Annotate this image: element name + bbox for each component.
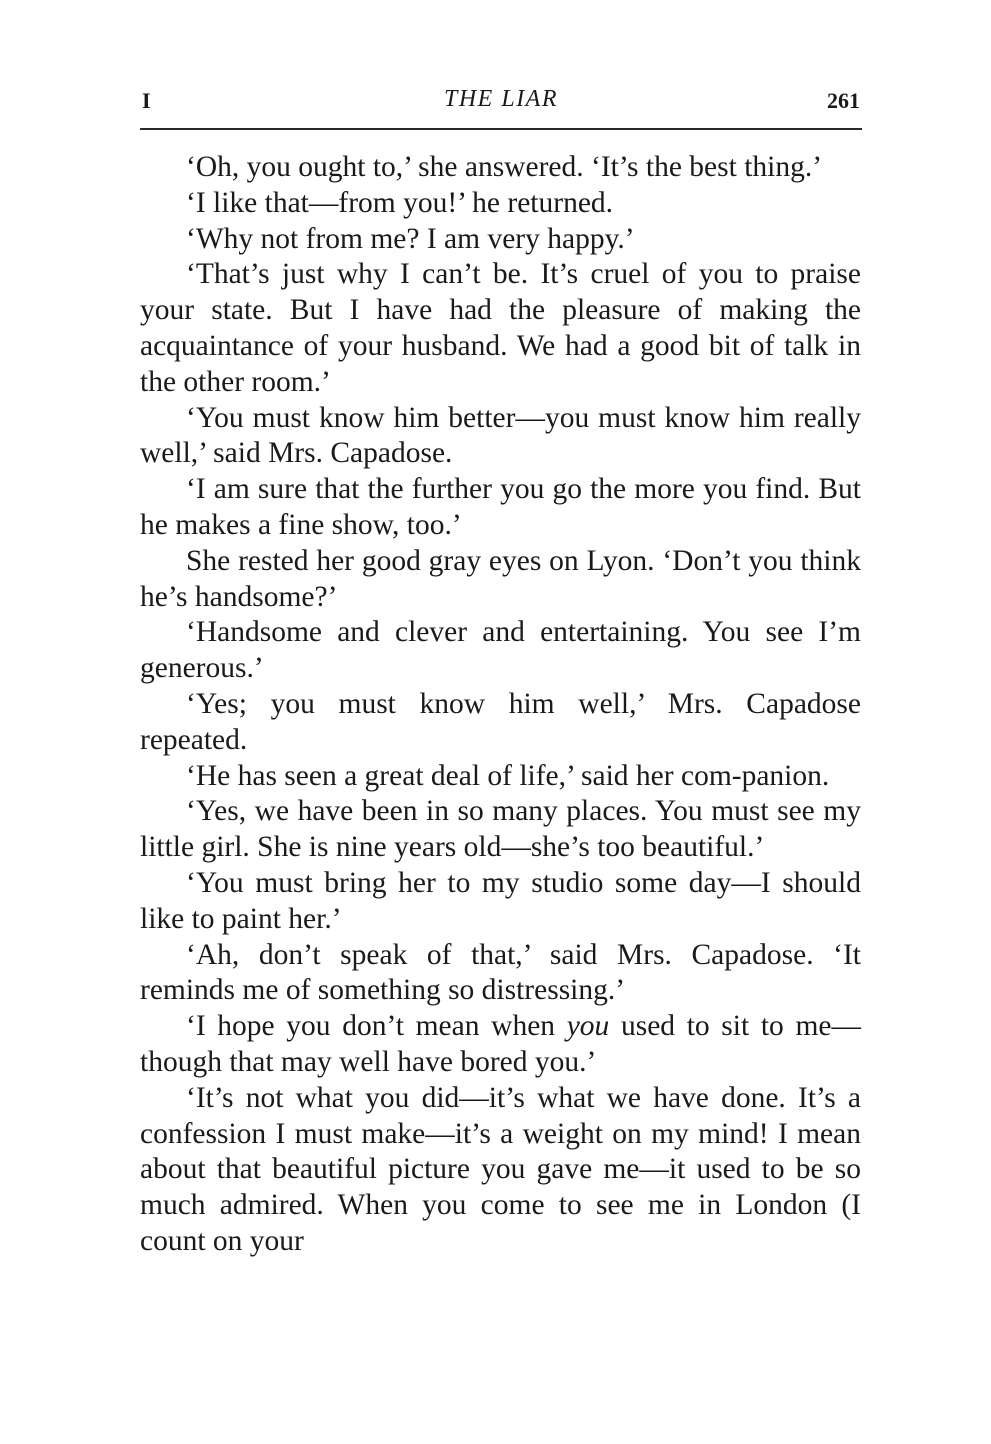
paragraph-text: ‘He has seen a great deal of life,’ said her com-panion.: [186, 759, 830, 792]
paragraph-text: ‘I hope you don’t mean when: [186, 1010, 567, 1043]
paragraph-text: ‘That’s just why I can’t be. It’s cruel of you to praise your state. But I have had the pleasure of making the acquaintance of your husband. We had a good bit of talk in the other room.’: [140, 258, 861, 398]
paragraph-text: ‘I am sure that the further you go the more you find. But he makes a fine show, too.’: [140, 473, 861, 541]
page-number: 261: [827, 88, 860, 113]
paragraph: [140, 938, 861, 1010]
body-text: [140, 150, 861, 1260]
paragraph-text: ‘Why not from me? I am very happy.’: [186, 222, 635, 255]
paragraph-text: ‘Yes; you must know him well,’ Mrs. Capadose repeated.: [140, 687, 861, 756]
paragraph: [140, 866, 861, 938]
paragraph-text: ‘You must bring her to my studio some day—I should like to paint her.’: [140, 866, 861, 935]
running-title: THE LIAR: [444, 86, 558, 112]
paragraph: [140, 186, 861, 222]
paragraph: [140, 401, 861, 473]
paragraph-text: ‘You must know him better—you must know him really well,’ said Mrs. Capadose.: [140, 401, 861, 470]
header-rule: [140, 128, 862, 130]
signature-mark: I: [142, 88, 151, 113]
paragraph-text: ‘Yes, we have been in so many places. You must see my little girl. She is nine years old—she’s too beautiful.’: [140, 795, 861, 864]
paragraph: [140, 794, 861, 866]
paragraph: [140, 759, 861, 795]
paragraph-text: She rested her good gray eyes on Lyon. ‘Don’t you think he’s handsome?’: [140, 544, 861, 613]
paragraph: [140, 687, 861, 759]
paragraph: [140, 1081, 861, 1260]
paragraph: [140, 472, 861, 544]
paragraph: [140, 222, 861, 258]
paragraph: [140, 150, 861, 186]
paragraph-text: ‘Oh, you ought to,’ she answered. ‘It’s the best thing.’: [186, 151, 823, 183]
paragraph-text: ‘Handsome and clever and entertaining. You see I’m generous.’: [140, 616, 861, 685]
paragraph: [140, 1009, 861, 1081]
paragraph-text: used to sit to me—though that may well have bored you.’: [140, 1010, 861, 1078]
paragraph-text: ‘I like that—from you!’ he returned.: [186, 186, 614, 219]
running-head: [140, 86, 862, 120]
paragraph: [140, 615, 861, 687]
paragraph-text: ‘Ah, don’t speak of that,’ said Mrs. Capadose. ‘It reminds me of something so distressing.’: [140, 938, 861, 1007]
paragraph: [140, 544, 861, 616]
paragraph-text: ‘It’s not what you did—it’s what we have done. It’s a confession I must make—it’s a weight on my mind! I mean about that beautiful picture you gave me—it used to be so much admired. When you come to see me in London (I count on your: [140, 1081, 861, 1257]
emphasized-word: you: [566, 1010, 610, 1043]
paragraph: [140, 257, 861, 400]
